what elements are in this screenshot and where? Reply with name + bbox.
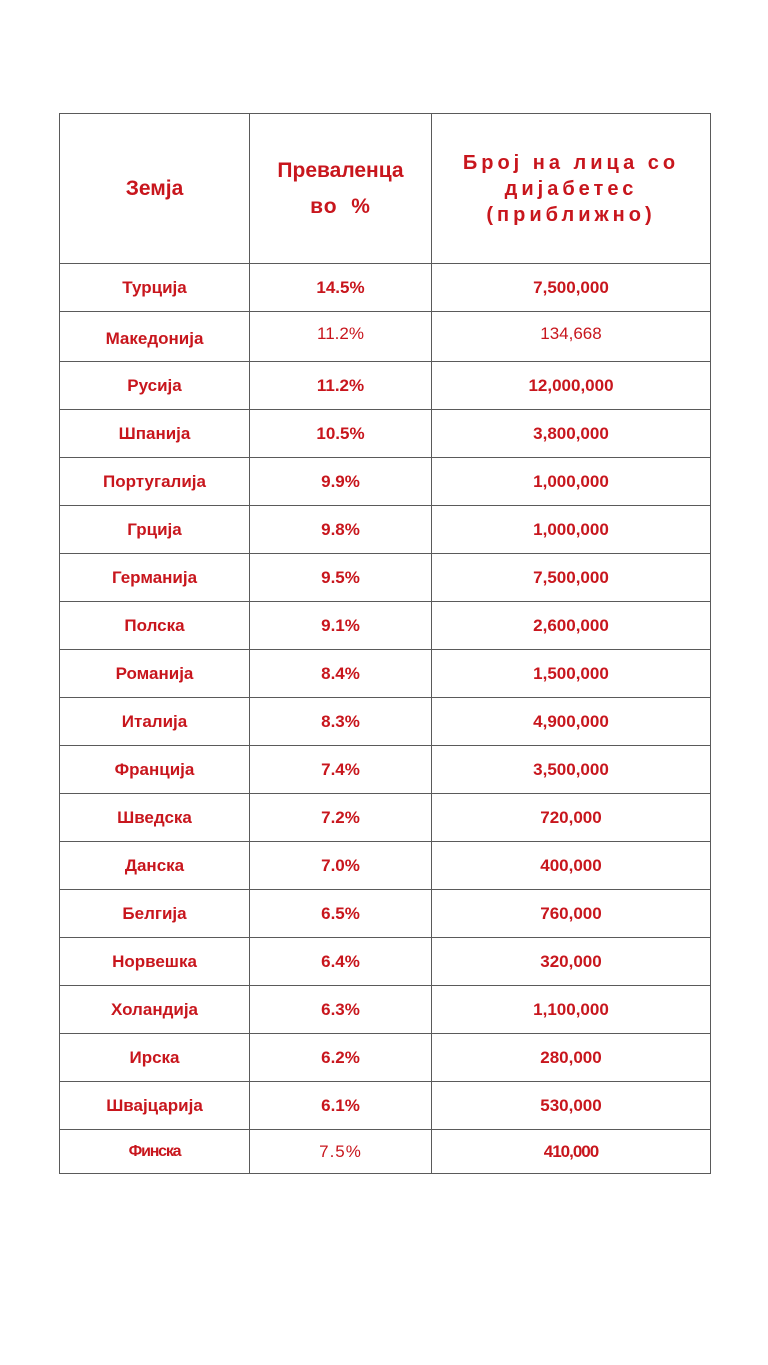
cell-count: 12,000,000 [432,362,711,410]
cell-count: 760,000 [432,890,711,938]
table-row [60,312,711,362]
cell-country: Финска [60,1130,250,1174]
cell-prevalence: 9.8% [250,506,432,554]
cell-prevalence: 7.5% [250,1130,432,1174]
table-row [60,362,711,410]
cell-count: 2,600,000 [432,602,711,650]
table-row [60,698,711,746]
cell-prevalence: 7.2% [250,794,432,842]
header-count [432,114,711,264]
cell-country: Грција [60,506,250,554]
cell-count: 7,500,000 [432,554,711,602]
table-row [60,458,711,506]
cell-country: Шведска [60,794,250,842]
header-count-line3: (приближно) [486,203,656,226]
table-row [60,602,711,650]
cell-prevalence: 8.3% [250,698,432,746]
table-row [60,650,711,698]
cell-count: 1,000,000 [432,506,711,554]
cell-country: Турција [60,264,250,312]
cell-count: 400,000 [432,842,711,890]
table-row [60,410,711,458]
table-row [60,842,711,890]
cell-country: Ирска [60,1034,250,1082]
cell-prevalence: 14.5% [250,264,432,312]
table-row [60,890,711,938]
cell-country: Швајцарија [60,1082,250,1130]
cell-prevalence: 11.2% [250,362,432,410]
cell-count: 320,000 [432,938,711,986]
header-count-line2: дијабетес [504,177,638,200]
cell-prevalence: 6.3% [250,986,432,1034]
header-prevalence [250,114,432,264]
table-row [60,1082,711,1130]
cell-count: 134,668 [432,312,711,362]
cell-prevalence: 9.5% [250,554,432,602]
cell-prevalence: 9.1% [250,602,432,650]
table-row [60,506,711,554]
table-row [60,1034,711,1082]
header-prevalence-line2: во % [310,194,371,218]
cell-count: 530,000 [432,1082,711,1130]
diabetes-prevalence-table [59,113,711,1174]
table-row [60,264,711,312]
cell-prevalence: 10.5% [250,410,432,458]
cell-country: Португалија [60,458,250,506]
cell-count: 7,500,000 [432,264,711,312]
cell-count: 4,900,000 [432,698,711,746]
table-row [60,794,711,842]
cell-country: Романија [60,650,250,698]
cell-prevalence: 8.4% [250,650,432,698]
cell-country: Русија [60,362,250,410]
cell-country: Италија [60,698,250,746]
cell-prevalence: 11.2% [250,312,432,362]
cell-country: Германија [60,554,250,602]
cell-country: Шпанија [60,410,250,458]
cell-count: 3,500,000 [432,746,711,794]
cell-count: 410,000 [432,1130,711,1174]
cell-prevalence: 9.9% [250,458,432,506]
cell-count: 280,000 [432,1034,711,1082]
cell-count: 1,500,000 [432,650,711,698]
cell-count: 720,000 [432,794,711,842]
cell-prevalence: 6.4% [250,938,432,986]
header-country-label: Земја [125,176,184,200]
cell-prevalence: 6.5% [250,890,432,938]
cell-count: 3,800,000 [432,410,711,458]
cell-count: 1,100,000 [432,986,711,1034]
cell-country: Полска [60,602,250,650]
header-prevalence-line1: Преваленца [277,158,404,182]
table-row [60,986,711,1034]
cell-country: Норвешка [60,938,250,986]
cell-country: Франција [60,746,250,794]
cell-country: Холандија [60,986,250,1034]
header-country [60,114,250,264]
cell-count: 1,000,000 [432,458,711,506]
table-row [60,554,711,602]
header-count-line1: Број на лица со [462,151,680,174]
table-row [60,938,711,986]
cell-prevalence: 7.4% [250,746,432,794]
cell-prevalence: 6.1% [250,1082,432,1130]
cell-country: Македонија [60,312,250,362]
cell-prevalence: 7.0% [250,842,432,890]
cell-country: Данска [60,842,250,890]
cell-country: Белгија [60,890,250,938]
cell-prevalence: 6.2% [250,1034,432,1082]
table-header-row [60,114,711,264]
table-row [60,1130,711,1174]
table-body [60,264,711,1174]
table-row [60,746,711,794]
